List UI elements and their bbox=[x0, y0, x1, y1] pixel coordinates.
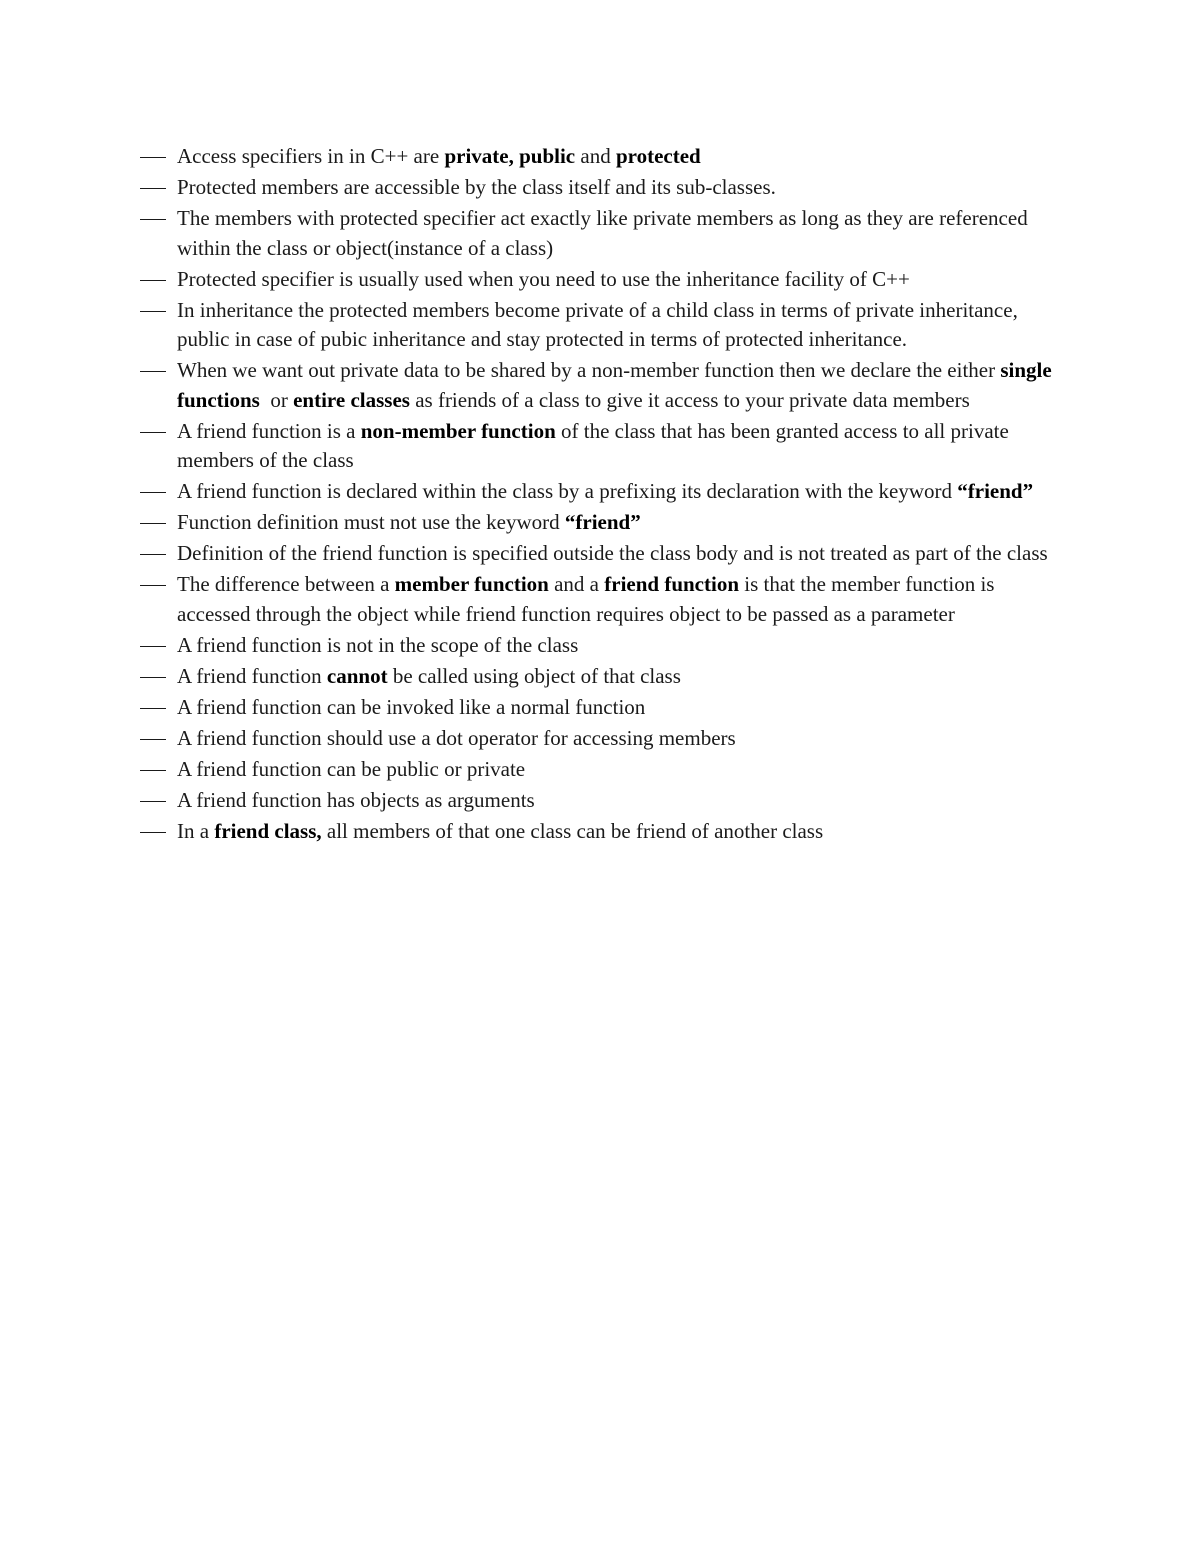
bullet-text bbox=[177, 726, 736, 750]
bullet-item bbox=[140, 631, 1070, 661]
text-segment: A friend function can be invoked like a normal function bbox=[177, 694, 646, 719]
bold-term: “friend” bbox=[564, 510, 641, 534]
bullet-item bbox=[140, 662, 1070, 692]
bold-term: private, public bbox=[444, 144, 576, 168]
bullet-text bbox=[177, 206, 1033, 260]
bullet-item bbox=[140, 265, 1070, 295]
text-segment: Access specifiers in in C++ are bbox=[177, 144, 445, 168]
bold-term: entire classes bbox=[293, 387, 410, 412]
bullet-item bbox=[140, 570, 1070, 629]
bullet-item bbox=[140, 508, 1070, 538]
bullet-text bbox=[177, 819, 823, 843]
text-segment: When we want out private data to be shared by a non-member function then we declare the either bbox=[177, 358, 1001, 382]
bullet-text bbox=[177, 358, 1057, 412]
text-segment: A friend function should use a dot operator for accessing members bbox=[177, 725, 736, 750]
bullet-text bbox=[177, 298, 1023, 352]
bold-term: non-member function bbox=[360, 418, 556, 443]
text-segment: as friends of a class to give it access to your private data members bbox=[409, 387, 970, 412]
bullet-list bbox=[140, 142, 1070, 848]
bullet-text bbox=[177, 144, 701, 168]
bold-term: member function bbox=[394, 572, 549, 596]
text-segment: The difference between a bbox=[177, 572, 395, 596]
bold-term: “friend” bbox=[957, 479, 1034, 503]
text-segment: or bbox=[259, 387, 294, 412]
bullet-text bbox=[177, 788, 535, 812]
bullet-item bbox=[140, 356, 1070, 415]
bullet-item bbox=[140, 693, 1070, 723]
text-segment: Protected specifier is usually used when you need to use the inheritance facility of C++ bbox=[177, 266, 910, 291]
bold-term: friend class, bbox=[214, 818, 322, 843]
bullet-text bbox=[177, 175, 776, 199]
bullet-text bbox=[177, 633, 578, 657]
bullet-item bbox=[140, 296, 1070, 355]
bullet-text bbox=[177, 510, 641, 534]
text-segment: and bbox=[575, 144, 616, 168]
bold-term: cannot bbox=[326, 663, 388, 688]
bullet-text bbox=[177, 572, 1000, 626]
bold-term: single functions bbox=[177, 358, 1057, 412]
text-segment: and a bbox=[548, 572, 605, 596]
bullet-item bbox=[140, 477, 1070, 507]
bold-term: friend function bbox=[604, 572, 740, 596]
bullet-text bbox=[177, 541, 1048, 565]
bullet-item bbox=[140, 142, 1070, 172]
bullet-text bbox=[177, 757, 525, 781]
bullet-item bbox=[140, 724, 1070, 754]
text-segment: of the class that has been granted access to all private members of the class bbox=[177, 418, 1015, 472]
bullet-text bbox=[177, 419, 1014, 473]
bullet-item bbox=[140, 417, 1070, 476]
bullet-text bbox=[177, 664, 681, 688]
bullet-item bbox=[140, 786, 1070, 816]
text-segment: be called using object of that class bbox=[387, 663, 681, 688]
bullet-item bbox=[140, 204, 1070, 263]
text-segment: A friend function has objects as arguments bbox=[177, 787, 535, 812]
bullet-item bbox=[140, 173, 1070, 203]
text-segment: Definition of the friend function is specified outside the class body and is not treated as part of the class bbox=[177, 541, 1048, 565]
bullet-text bbox=[177, 267, 910, 291]
text-segment: A friend function is a bbox=[177, 418, 361, 443]
bullet-text bbox=[177, 695, 645, 719]
text-segment: A friend function is declared within the class by a prefixing its declaration with the keyword bbox=[177, 479, 958, 503]
bullet-item bbox=[140, 817, 1070, 847]
text-segment: Protected members are accessible by the class itself and its sub-classes. bbox=[177, 175, 776, 199]
text-segment: The members with protected specifier act exactly like private members as long as they are referenced within the class or object(instance of a class) bbox=[177, 206, 1033, 260]
bullet-item bbox=[140, 755, 1070, 785]
text-segment: is that the member function is accessed through the object while friend function requires object to be passed as a parameter bbox=[177, 572, 1000, 626]
bullet-text bbox=[177, 479, 1033, 503]
text-segment: In inheritance the protected members become private of a child class in terms of private inheritance, public in case of pubic inheritance and stay protected in terms of protected inheritance. bbox=[177, 297, 1024, 351]
text-segment: Function definition must not use the keyword bbox=[177, 510, 565, 534]
text-segment: A friend function bbox=[177, 663, 327, 688]
bold-term: protected bbox=[615, 144, 701, 168]
text-segment: A friend function is not in the scope of the class bbox=[177, 632, 579, 657]
text-segment: A friend function can be public or private bbox=[177, 756, 526, 781]
text-segment: In a bbox=[177, 818, 215, 843]
text-segment: all members of that one class can be friend of another class bbox=[321, 818, 824, 843]
bullet-item bbox=[140, 539, 1070, 569]
